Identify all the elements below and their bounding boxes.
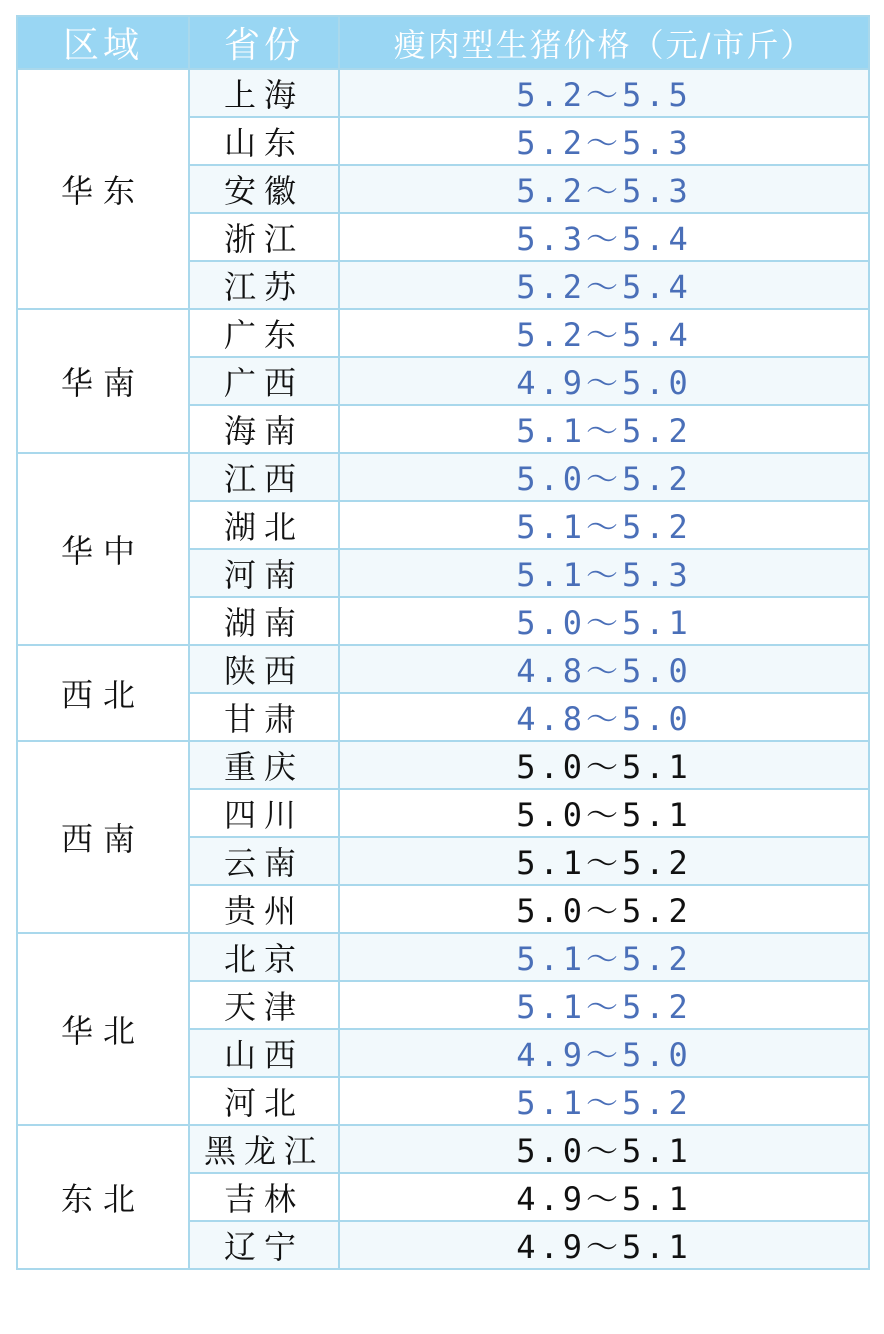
province-cell: 重庆 [189, 741, 339, 789]
province-cell: 广西 [189, 357, 339, 405]
price-cell: 5.0～5.1 [339, 1125, 869, 1173]
price-cell: 4.9～5.1 [339, 1173, 869, 1221]
region-cell: 华北 [17, 933, 189, 1125]
price-cell: 5.1～5.2 [339, 933, 869, 981]
table-row [17, 69, 869, 117]
province-cell: 广东 [189, 309, 339, 357]
price-cell: 4.8～5.0 [339, 645, 869, 693]
price-cell: 5.0～5.1 [339, 741, 869, 789]
region-cell: 华南 [17, 309, 189, 453]
province-cell: 四川 [189, 789, 339, 837]
province-cell: 浙江 [189, 213, 339, 261]
pig-price-table [16, 15, 870, 1270]
province-cell: 云南 [189, 837, 339, 885]
header-row [17, 16, 869, 69]
province-cell: 北京 [189, 933, 339, 981]
price-cell: 5.0～5.1 [339, 597, 869, 645]
price-cell: 5.1～5.2 [339, 405, 869, 453]
table-row [17, 453, 869, 501]
province-cell: 江西 [189, 453, 339, 501]
table-row [17, 741, 869, 789]
price-cell: 5.1～5.2 [339, 1077, 869, 1125]
region-cell: 华中 [17, 453, 189, 645]
province-cell: 湖北 [189, 501, 339, 549]
table-row [17, 933, 869, 981]
province-cell: 陕西 [189, 645, 339, 693]
price-cell: 5.2～5.3 [339, 165, 869, 213]
header-region: 区域 [17, 16, 189, 69]
price-table-container [16, 15, 870, 1270]
price-cell: 4.9～5.1 [339, 1221, 869, 1269]
price-cell: 5.2～5.4 [339, 309, 869, 357]
province-cell: 黑龙江 [189, 1125, 339, 1173]
province-cell: 甘肃 [189, 693, 339, 741]
table-body [17, 69, 869, 1269]
province-cell: 上海 [189, 69, 339, 117]
region-cell: 华东 [17, 69, 189, 309]
price-cell: 5.1～5.3 [339, 549, 869, 597]
region-cell: 西南 [17, 741, 189, 933]
province-cell: 吉林 [189, 1173, 339, 1221]
price-cell: 5.0～5.2 [339, 453, 869, 501]
province-cell: 天津 [189, 981, 339, 1029]
region-cell: 东北 [17, 1125, 189, 1269]
price-cell: 5.1～5.2 [339, 837, 869, 885]
province-cell: 江苏 [189, 261, 339, 309]
price-cell: 5.3～5.4 [339, 213, 869, 261]
price-cell: 5.1～5.2 [339, 981, 869, 1029]
price-cell: 5.2～5.4 [339, 261, 869, 309]
price-cell: 4.8～5.0 [339, 693, 869, 741]
province-cell: 山东 [189, 117, 339, 165]
province-cell: 安徽 [189, 165, 339, 213]
price-cell: 4.9～5.0 [339, 357, 869, 405]
province-cell: 河南 [189, 549, 339, 597]
header-price: 瘦肉型生猪价格（元/市斤） [339, 16, 869, 69]
table-row [17, 1125, 869, 1173]
province-cell: 贵州 [189, 885, 339, 933]
province-cell: 辽宁 [189, 1221, 339, 1269]
price-cell: 4.9～5.0 [339, 1029, 869, 1077]
price-cell: 5.0～5.1 [339, 789, 869, 837]
price-cell: 5.1～5.2 [339, 501, 869, 549]
province-cell: 湖南 [189, 597, 339, 645]
table-row [17, 309, 869, 357]
table-row [17, 645, 869, 693]
province-cell: 山西 [189, 1029, 339, 1077]
price-cell: 5.2～5.3 [339, 117, 869, 165]
region-cell: 西北 [17, 645, 189, 741]
price-cell: 5.2～5.5 [339, 69, 869, 117]
header-province: 省份 [189, 16, 339, 69]
province-cell: 河北 [189, 1077, 339, 1125]
price-cell: 5.0～5.2 [339, 885, 869, 933]
province-cell: 海南 [189, 405, 339, 453]
